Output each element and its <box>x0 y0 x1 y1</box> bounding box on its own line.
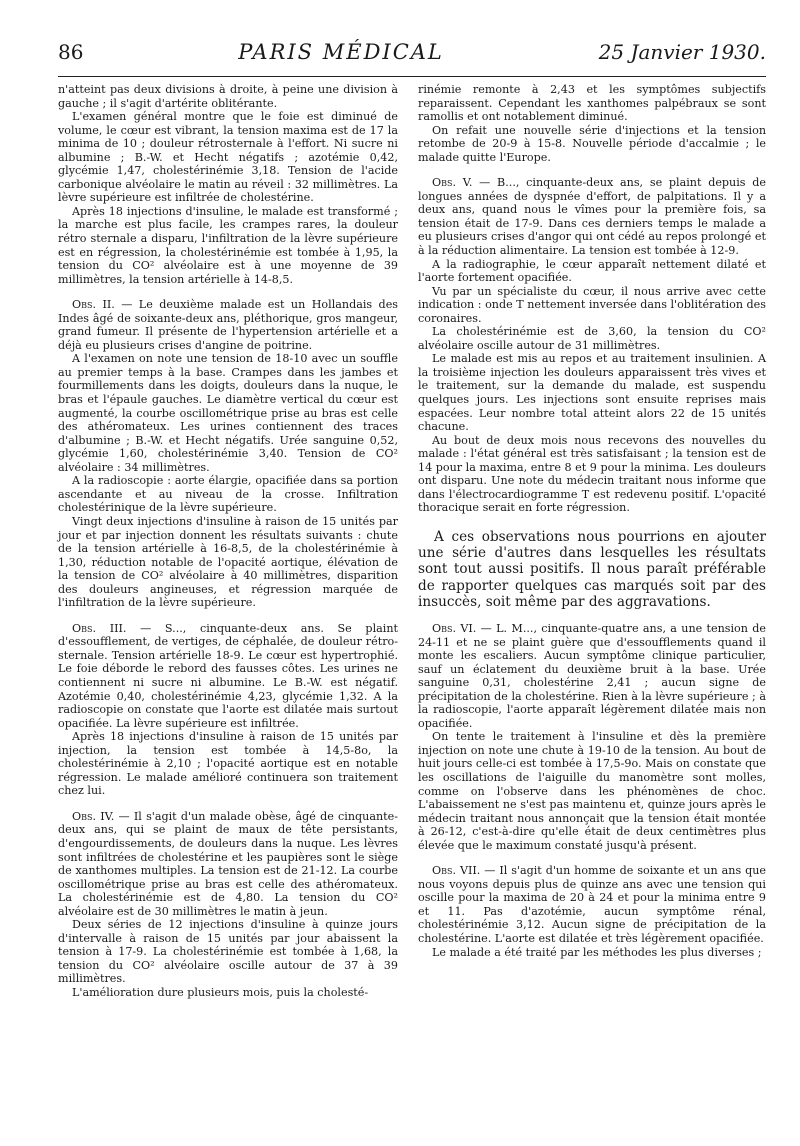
observation-paragraph <box>58 622 398 730</box>
paragraph: A la radioscopie : aorte élargie, opacifiée dans sa portion ascendante et au niveau de la crosse. Infiltration cholestérinique de la lèvre supérieure. <box>58 474 398 515</box>
observation-label: Obs. IV. <box>72 809 115 823</box>
observation-label: Obs. II. <box>72 298 115 312</box>
paragraph: A l'examen on note une tension de 18-10 avec un souffle au premier temps à la base. Crampes dans les jambes et fourmillements dans les doigts, douleurs dans la nuque, le bras et l'épaule gauches. Le diamètre vertical du cœur est augmenté, la courbe oscillométrique prise au bras est celle des athéromateux. Les urines contiennent des traces d'albumine ; B.-W. et Hecht négatifs. Urée sanguine 0,52, glycémie 1,60, cholestérinémie 3,40. Tension de CO² alvéolaire : 34 millimètres. <box>58 352 398 474</box>
right-column <box>418 83 766 1000</box>
observation-paragraph <box>418 622 766 730</box>
paragraph: A la radiographie, le cœur apparaît nettement dilaté et l'aorte fortement opacifiée. <box>418 257 766 285</box>
paragraph: Au bout de deux mois nous recevons des nouvelles du malade : l'état général est très satisfaisant ; la tension est de 14 pour la maxima, entre 8 et 9 pour la minima. Les douleurs ont disparu. Une note du médecin traitant nous informe que dans l'électrocardiogramme T est redevenu positif. L'opacité thoracique serait en forte régression. <box>418 433 766 515</box>
observation-label: Obs. VII. <box>432 864 481 878</box>
observation-text: — Il s'agit d'un homme de soixante et un ans que nous voyons depuis plus de quinze ans avec une tension qui oscille pour la maxima de 20 à 24 et pour la minima entre 9 et 11. Pas d'azotémie, aucun symptôme rénal, cholestérinémie 3,12. Aucun signe de précipitation de la cholestérine. L'aorte est dilatée et très légèrement opacifiée. <box>418 864 766 945</box>
paragraph: Vingt deux injections d'insuline à raison de 15 unités par jour et par injection donnent les résultats suivants : chute de la tension artérielle à 16-8,5, de la cholestérinémie à 1,30, réduction notable de l'opacité aortique, élévation de la tension de CO² alvéolaire à 40 millimètres, disparition des douleurs angineuses, et régression marquée de l'infiltration de la lèvre supérieure. <box>58 514 398 610</box>
observation-paragraph <box>58 298 398 352</box>
page-header <box>58 40 766 77</box>
paragraph: n'atteint pas deux divisions à droite, à peine une division à gauche ; il s'agit d'artérite oblitérante. <box>58 83 398 110</box>
paragraph: L'amélioration dure plusieurs mois, puis la cholesté- <box>72 986 369 999</box>
left-column <box>58 83 398 1000</box>
observation-text: — L. M..., cinquante-quatre ans, a une tension de 24-11 et ne se plaint guère que d'essoufflements quand il monte les escaliers. Aucun symptôme clinique particulier, sauf un éclatement du deuxième bruit à la base. Urée sanguine 0,31, cholestérine 2,41 ; aucun signe de précipitation de la cholestérine. Rien à la lèvre supérieure ; à la radioscopie, l'aorte apparaît légèrement dilatée mais non opacifiée. <box>418 621 766 730</box>
paragraph: Vu par un spécialiste du cœur, il nous arrive avec cette indication : onde T nettement inversée dans l'oblitération des coronaires. <box>418 284 766 325</box>
observation-label: Obs. VI. <box>432 621 477 635</box>
page-number: 86 <box>58 40 84 64</box>
paragraph: Deux séries de 12 injections d'insuline à quinze jours d'intervalle à raison de 15 unités par jour abaissent la tension à 17-9. La cholestérinémie est tombée à 1,68, la tension du CO² alvéolaire oscille autour de 37 à 39 millimètres. <box>58 918 398 986</box>
observation-paragraph <box>418 864 766 945</box>
paragraph: Après 18 injections d'insuline à raison de 15 unités par injection, la tension est tombée à 14,5-8o, la cholestérinémie à 2,10 ; l'opacité aortique est en notable régression. Le malade amélioré continuera son traitement chez lui. <box>58 730 398 798</box>
issue-date: 25 Janvier 1930. <box>598 40 766 64</box>
text-columns <box>58 83 766 1000</box>
paragraph: Le malade est mis au repos et au traitement insulinien. A la troisième injection les douleurs apparaissent très vives et le traitement, sur la demande du malade, est suspendu quelques jours. Les injections sont ensuite reprises mais espacées. Leur nombre total atteint alors 22 de 15 unités chacune. <box>418 352 766 434</box>
paragraph: L'examen général montre que le foie est diminué de volume, le cœur est vibrant, la tension maxima est de 17 la minima de 10 ; douleur rétrosternale à l'effort. Ni sucre ni albumine ; B.-W. et Hecht négatifs ; azotémie 0,42, glycémie 1,47, cholestérinémie 3,18. Tension de l'acide carbonique alvéolaire le matin au réveil : 32 millimètres. La lèvre supérieure est infiltrée de cholestérine. <box>58 110 398 205</box>
observation-text: — Le deuxième malade est un Hollandais des Indes âgé de soixante-deux ans, pléthorique, gros mangeur, grand fumeur. Il présente de l'hypertension artérielle et a déjà eu plusieurs crises d'angine de poitrine. <box>58 298 399 352</box>
summary-paragraph: A ces observations nous pourrions en ajouter une série d'autres dans lesquelles les résultats sont tout aussi positifs. Il nous paraît préférable de rapporter quelques cas marqués soit par des insuccès, soit même par des aggravations. <box>418 528 766 610</box>
paragraph: La cholestérinémie est de 3,60, la tension du CO² alvéolaire oscille autour de 31 millimètres. <box>418 325 766 352</box>
paragraph: Le malade a été traité par les méthodes les plus diverses ; <box>432 945 762 959</box>
observation-label: Obs. III. <box>72 621 127 635</box>
paragraph: Après 18 injections d'insuline, le malade est transformé ; la marche est plus facile, les crampes rares, la douleur rétro sternale a disparu, l'infiltration de la lèvre supérieure est en régression, la cholestérinémie est tombée à 1,95, la tension du CO² alvéolaire est à une moyenne de 39 millimètres, la tension artérielle à 14-8,5. <box>58 204 398 286</box>
paragraph: On refait une nouvelle série d'injections et la tension retombe de 20-9 à 15-8. Nouvelle période d'accalmie ; le malade quitte l'Europe. <box>418 123 766 164</box>
observation-paragraph <box>58 810 398 918</box>
observation-text: — B..., cinquante-deux ans, se plaint depuis de longues années de dyspnée d'effort, de palpitations. Il y a deux ans, quand nous le vîmes pour la première fois, sa tension était de 17-9. Dans ces derniers temps le malade a eu plusieurs crises d'angor qui ont cédé au repos prolongé et à la réduction alimentaire. La tension est tombée à 12-9. <box>418 176 766 258</box>
observation-paragraph <box>418 176 766 257</box>
journal-title: PARIS MÉDICAL <box>238 40 444 64</box>
observation-label: Obs. V. <box>432 176 473 190</box>
paragraph: On tente le traitement à l'insuline et dès la première injection on note une chute à 19-10 de la tension. Au bout de huit jours celle-ci est tombée à 17,5-9o. Mais on constate que les oscillations de l'aiguille du manomètre sont molles, comme on l'observe dans les phénomènes de choc. L'abaissement ne s'est pas maintenu et, quinze jours après le médecin traitant nous annonçait que la tension était montée à 26-12, c'est-à-dire qu'elle était de deux centimètres plus élevée que le maximum constaté jusqu'à présent. <box>418 730 766 852</box>
paragraph: rinémie remonte à 2,43 et les symptômes subjectifs reparaissent. Cependant les xanthomes palpébraux se sont ramollis et ont notablement diminué. <box>418 83 766 124</box>
observation-text: — S..., cinquante-deux ans. Se plaint d'essoufflement, de vertiges, de céphalée, de douleur rétro-sternale. Tension artérielle 18-9. Le cœur est hypertrophié. Le foie déborde le rebord des fausses côtes. Les urines ne contiennent ni sucre ni albumine. Le B.-W. est négatif. Azotémie 0,40, cholestérinémie 4,23, glycémie 1,32. A la radioscopie on constate que l'aorte est dilatée mais surtout opacifiée. La lèvre supérieure est infiltrée. <box>58 621 398 730</box>
observation-text: — Il s'agit d'un malade obèse, âgé de cinquante-deux ans, qui se plaint de maux de tête persistants, d'engourdissements, de douleurs dans la nuque. Les lèvres sont infiltrées de cholestérine et les paupières sont le siège de xanthomes multiples. La tension est de 21-12. La courbe oscillométrique prise au bras est celle des athéromateux. La cholestérinémie est de 4,80. La tension du CO² alvéolaire est de 30 millimètres le matin à jeun. <box>58 809 398 918</box>
